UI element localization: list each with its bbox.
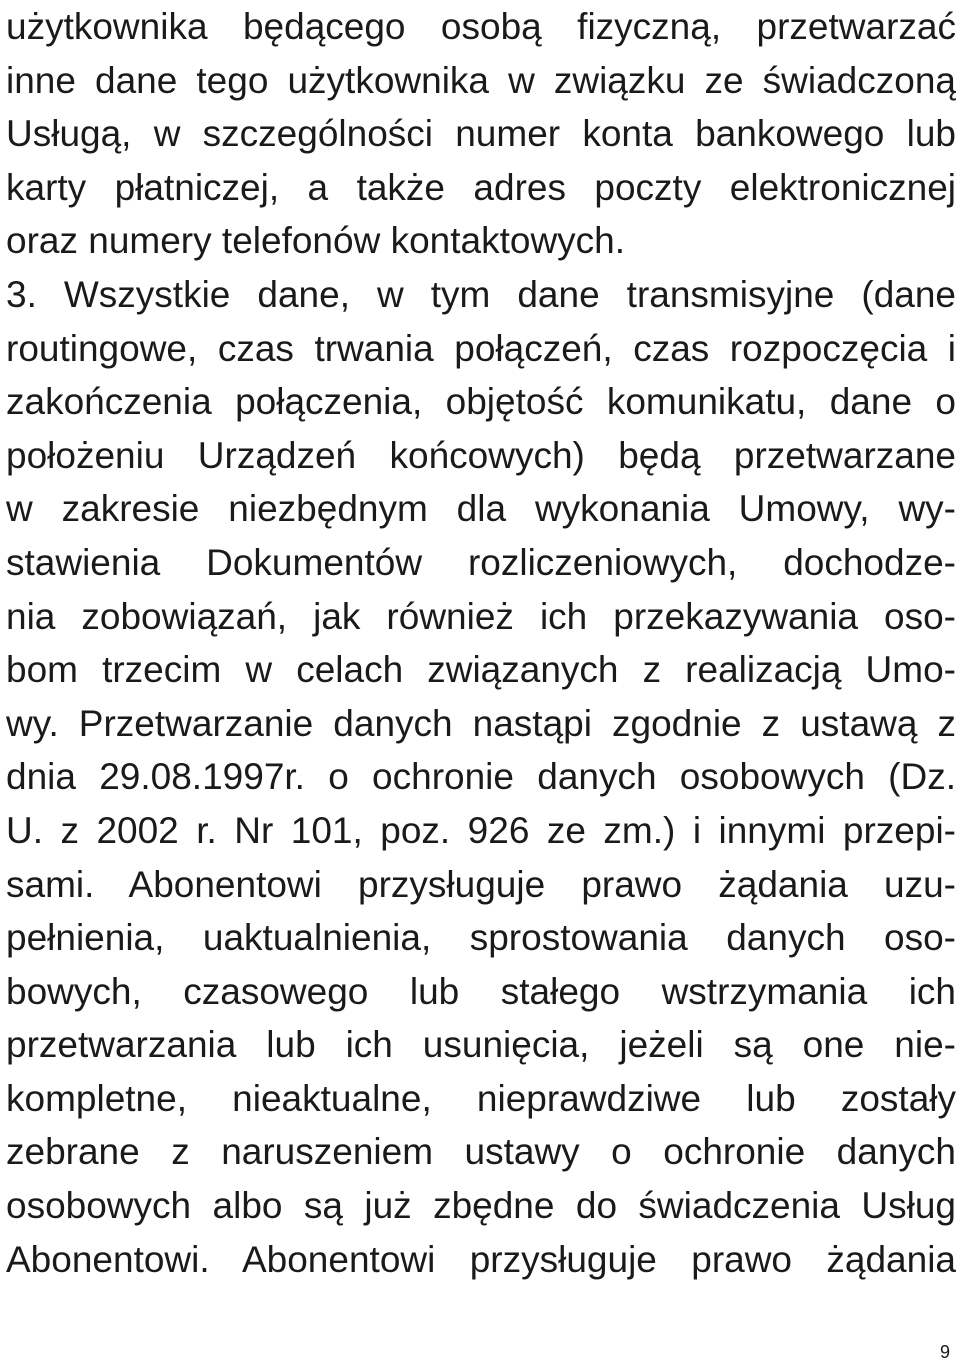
text-line: przetwarzania lub ich usunięcia, jeżeli są one nie- <box>6 1024 956 1066</box>
text-line: nia zobowiązań, jak również ich przekazywania oso- <box>6 595 956 637</box>
text-line: wy. Przetwarzanie danych nastąpi zgodnie z ustawą z <box>6 702 956 744</box>
text-line: zakończenia połączenia, objętość komunikatu, dane o <box>6 381 956 423</box>
text-line: U. z 2002 r. Nr 101, poz. 926 ze zm.) i innymi przepi- <box>6 809 956 851</box>
text-line: karty płatniczej, a także adres poczty elektronicznej <box>6 166 956 208</box>
body-text <box>6 0 956 1286</box>
text-line: Usługą, w szczególności numer konta bankowego lub <box>6 113 956 155</box>
text-line: routingowe, czas trwania połączeń, czas rozpoczęcia i <box>6 327 956 369</box>
text-line: w zakresie niezbędnym dla wykonania Umowy, wy- <box>6 488 956 530</box>
text-line: osobowych albo są już zbędne do świadczenia Usług <box>6 1185 956 1227</box>
text-line: stawienia Dokumentów rozliczeniowych, dochodze- <box>6 541 956 583</box>
text-line: pełnienia, uaktualnienia, sprostowania danych oso- <box>6 917 956 959</box>
text-line: dnia 29.08.1997r. o ochronie danych osobowych (Dz. <box>6 756 956 798</box>
page-number: 9 <box>939 1342 950 1362</box>
text-line: zebrane z naruszeniem ustawy o ochronie danych <box>6 1131 956 1173</box>
text-line: bowych, czasowego lub stałego wstrzymania ich <box>6 970 956 1012</box>
text-line: 3. Wszystkie dane, w tym dane transmisyjne (dane <box>6 273 956 315</box>
text-line: inne dane tego użytkownika w związku ze świadczoną <box>6 59 956 101</box>
text-line: użytkownika będącego osobą fizyczną, przetwarzać <box>6 6 956 47</box>
text-line: kompletne, nieaktualne, nieprawdziwe lub zostały <box>6 1077 956 1119</box>
text-line: położeniu Urządzeń końcowych) będą przetwarzane <box>6 434 956 476</box>
paragraph-end-line: oraz numery telefonów kontaktowych. <box>6 220 626 262</box>
text-line: sami. Abonentowi przysługuje prawo żądania uzu- <box>6 863 956 905</box>
text-line: Abonentowi. Abonentowi przysługuje prawo żądania <box>6 1238 956 1280</box>
text-line: bom trzecim w celach związanych z realizacją Umo- <box>6 649 956 691</box>
